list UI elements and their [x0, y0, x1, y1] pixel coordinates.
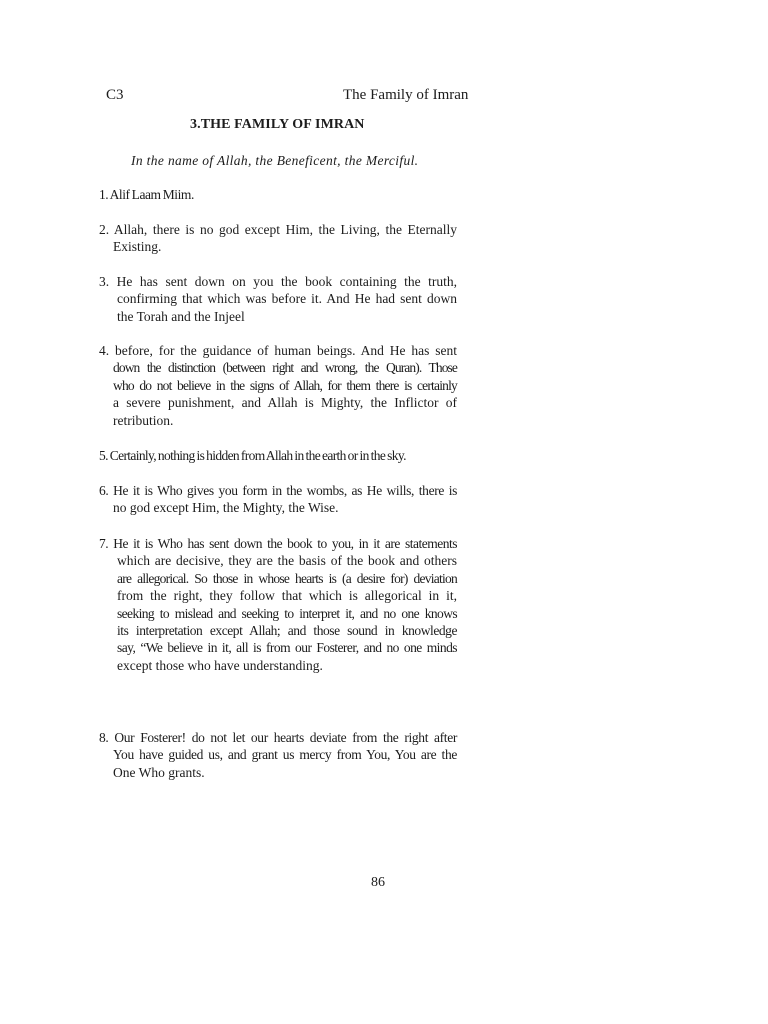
page-number: 86	[371, 875, 385, 890]
verse-line: who do not believe in the signs of Allah, for them there is certainly	[113, 377, 457, 393]
chapter-title: 3.THE FAMILY OF IMRAN	[190, 117, 365, 132]
running-header-surah-title: The Family of Imran	[343, 87, 469, 103]
verse-line: 5. Certainly, nothing is hidden from Allah in the earth or in the sky.	[99, 448, 406, 463]
verse-line: 2. Allah, there is no god except Him, the Living, the Eternally	[99, 222, 457, 237]
verse-4	[99, 342, 457, 429]
verse-line: a severe punishment, and Allah is Mighty, the Inflictor of	[113, 395, 457, 411]
verse-line: You have guided us, and grant us mercy from You, You are the	[113, 747, 457, 763]
verse-line: 6. He it is Who gives you form in the wombs, as He wills, there is	[99, 483, 457, 498]
verse-line: its interpretation except Allah; and those sound in knowledge	[117, 623, 457, 639]
verse-6	[99, 482, 457, 517]
verse-line: seeking to mislead and seeking to interpret it, and no one knows	[117, 605, 457, 621]
verse-line: except those who have understanding.	[117, 657, 323, 673]
verse-line: One Who grants.	[113, 764, 205, 780]
verse-3	[99, 273, 457, 325]
verse-5	[99, 447, 457, 464]
running-header-chapter-code: C3	[106, 87, 124, 103]
verse-line: 1. Alif Laam Miim.	[99, 187, 194, 202]
verse-7	[99, 535, 457, 674]
verse-line: from the right, they follow that which is allegorical in it,	[117, 588, 457, 604]
verse-line: the Torah and the Injeel	[117, 308, 245, 324]
verse-line: say, “We believe in it, all is from our Fosterer, and no one minds	[117, 640, 457, 656]
verse-line: are allegorical. So those in whose hearts is (a desire for) deviation	[117, 570, 457, 586]
verse-line: 4. before, for the guidance of human beings. And He has sent	[99, 343, 457, 358]
verse-line: Existing.	[113, 239, 162, 255]
verse-line: 7. He it is Who has sent down the book to you, in it are statements	[99, 536, 457, 551]
verse-line: confirming that which was before it. And He had sent down	[117, 291, 457, 307]
verse-8	[99, 729, 457, 781]
invocation: In the name of Allah, the Beneficent, the Merciful.	[131, 153, 419, 168]
verse-line: no god except Him, the Mighty, the Wise.	[113, 500, 339, 516]
verse-line: retribution.	[113, 412, 174, 428]
verse-line: down the distinction (between right and wrong, the Quran). Those	[113, 360, 457, 376]
verse-2	[99, 221, 457, 256]
verse-line: 3. He has sent down on you the book containing the truth,	[99, 274, 457, 289]
verse-line: 8. Our Fosterer! do not let our hearts deviate from the right after	[99, 730, 457, 745]
verse-1	[99, 186, 457, 203]
verse-line: which are decisive, they are the basis of the book and others	[117, 553, 457, 569]
